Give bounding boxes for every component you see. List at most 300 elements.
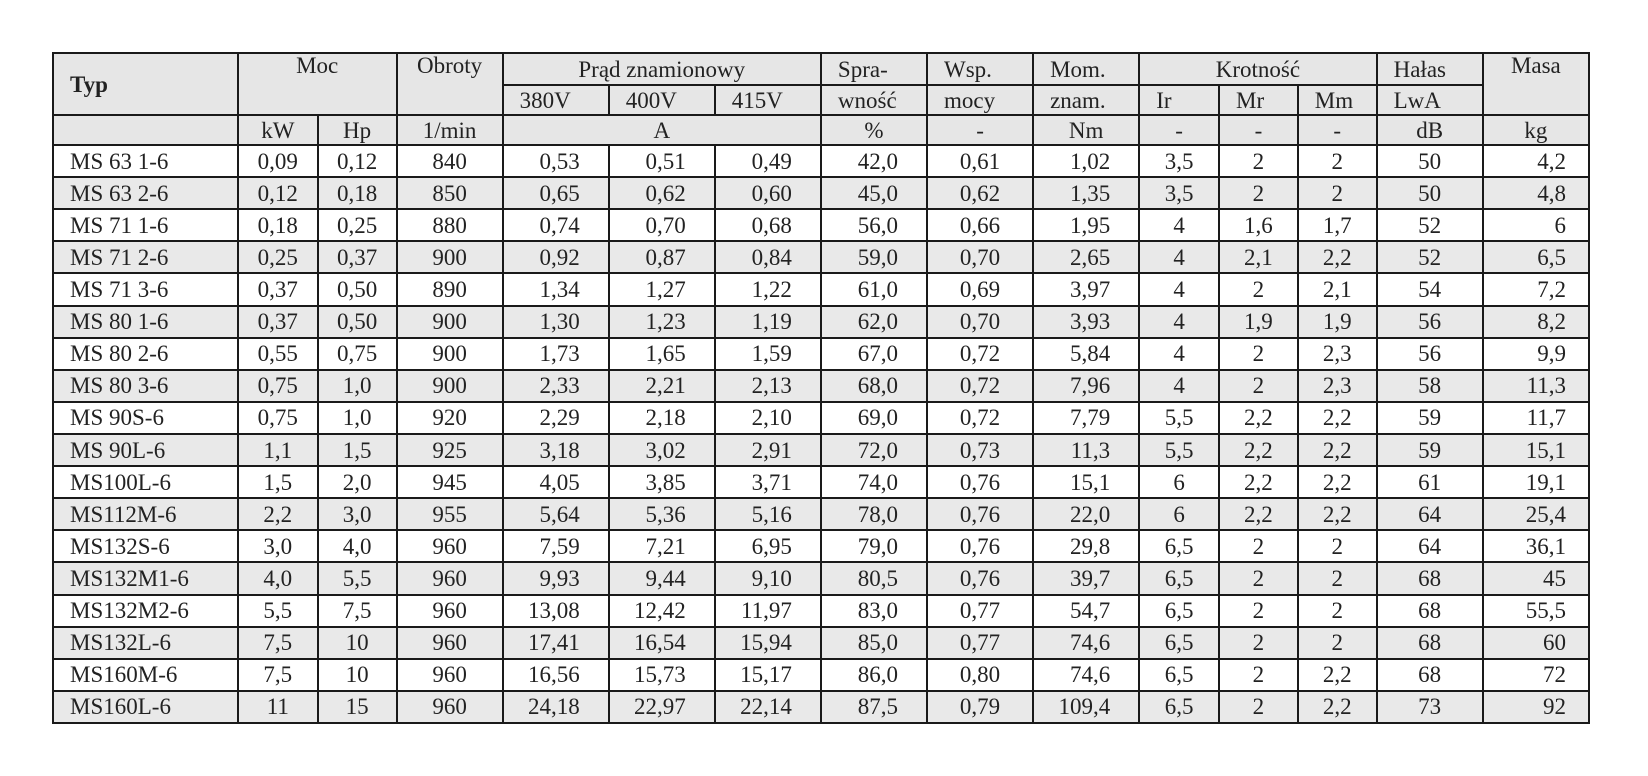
cell-wsp-mocy: 0,73	[927, 434, 1033, 466]
cell-prad-380v: 0,92	[503, 241, 609, 273]
unit-kw: kW	[238, 115, 318, 145]
cell-prad-380v: 2,33	[503, 370, 609, 402]
cell-prad-415v: 2,91	[715, 434, 821, 466]
cell-moc-hp: 0,18	[318, 177, 397, 209]
cell-prad-400v: 2,18	[609, 402, 715, 434]
cell-krot-ir: 6,5	[1139, 691, 1219, 723]
cell-krot-mr: 2,2	[1219, 434, 1298, 466]
cell-wsp-mocy: 0,76	[927, 498, 1033, 530]
cell-prad-400v: 16,54	[609, 627, 715, 659]
cell-halas: 64	[1377, 498, 1483, 530]
cell-prad-400v: 5,36	[609, 498, 715, 530]
cell-typ: MS 80 2-6	[53, 338, 238, 370]
table-row	[53, 530, 1589, 562]
header-obroty: Obroty	[397, 53, 503, 115]
cell-masa: 11,3	[1483, 370, 1589, 402]
cell-wsp-mocy: 0,76	[927, 530, 1033, 562]
table-row	[53, 241, 1589, 273]
cell-mom-znam: 22,0	[1033, 498, 1139, 530]
header-380v: 380V	[503, 85, 609, 115]
cell-masa: 6	[1483, 209, 1589, 241]
cell-prad-380v: 0,65	[503, 177, 609, 209]
cell-sprawnosc: 69,0	[821, 402, 927, 434]
cell-prad-415v: 3,71	[715, 466, 821, 498]
cell-prad-400v: 1,23	[609, 306, 715, 338]
cell-krot-mm: 2	[1298, 145, 1377, 177]
cell-halas: 54	[1377, 273, 1483, 305]
header-mr: Mr	[1219, 85, 1298, 115]
cell-obroty: 890	[397, 273, 503, 305]
cell-wsp-mocy: 0,80	[927, 659, 1033, 691]
cell-prad-400v: 1,27	[609, 273, 715, 305]
cell-moc-kw: 0,75	[238, 370, 318, 402]
header-wsp-1: Wsp.	[927, 53, 1033, 85]
cell-moc-hp: 0,50	[318, 306, 397, 338]
header-moc: Moc	[238, 53, 397, 115]
cell-sprawnosc: 59,0	[821, 241, 927, 273]
cell-wsp-mocy: 0,77	[927, 627, 1033, 659]
cell-masa: 60	[1483, 627, 1589, 659]
cell-wsp-mocy: 0,66	[927, 209, 1033, 241]
cell-sprawnosc: 62,0	[821, 306, 927, 338]
cell-krot-ir: 4	[1139, 370, 1219, 402]
cell-prad-400v: 15,73	[609, 659, 715, 691]
cell-prad-400v: 0,70	[609, 209, 715, 241]
cell-krot-mr: 2	[1219, 530, 1298, 562]
header-spra-2: wność	[821, 85, 927, 115]
cell-krot-mm: 2,3	[1298, 370, 1377, 402]
cell-krot-mr: 2,2	[1219, 498, 1298, 530]
cell-krot-ir: 5,5	[1139, 402, 1219, 434]
cell-krot-mm: 2	[1298, 562, 1377, 594]
cell-krot-mr: 1,6	[1219, 209, 1298, 241]
cell-krot-ir: 4	[1139, 273, 1219, 305]
cell-masa: 4,2	[1483, 145, 1589, 177]
table-row	[53, 595, 1589, 627]
cell-sprawnosc: 78,0	[821, 498, 927, 530]
cell-typ: MS132M1-6	[53, 562, 238, 594]
unit-db: dB	[1377, 115, 1483, 145]
cell-obroty: 960	[397, 627, 503, 659]
cell-prad-415v: 6,95	[715, 530, 821, 562]
cell-mom-znam: 109,4	[1033, 691, 1139, 723]
cell-mom-znam: 7,79	[1033, 402, 1139, 434]
header-row-1	[53, 53, 1589, 85]
cell-typ: MS160M-6	[53, 659, 238, 691]
cell-wsp-mocy: 0,77	[927, 595, 1033, 627]
cell-prad-400v: 12,42	[609, 595, 715, 627]
header-wsp-2: mocy	[927, 85, 1033, 115]
cell-moc-hp: 0,50	[318, 273, 397, 305]
cell-krot-mm: 2	[1298, 627, 1377, 659]
cell-obroty: 945	[397, 466, 503, 498]
table-row	[53, 273, 1589, 305]
cell-krot-mr: 2	[1219, 627, 1298, 659]
cell-prad-380v: 7,59	[503, 530, 609, 562]
cell-prad-415v: 1,59	[715, 338, 821, 370]
cell-krot-mm: 2,1	[1298, 273, 1377, 305]
cell-prad-415v: 11,97	[715, 595, 821, 627]
cell-mom-znam: 1,95	[1033, 209, 1139, 241]
cell-wsp-mocy: 0,62	[927, 177, 1033, 209]
cell-krot-mr: 2	[1219, 659, 1298, 691]
cell-krot-mr: 2,2	[1219, 402, 1298, 434]
cell-prad-415v: 0,60	[715, 177, 821, 209]
cell-sprawnosc: 72,0	[821, 434, 927, 466]
cell-krot-ir: 6	[1139, 466, 1219, 498]
cell-prad-380v: 1,73	[503, 338, 609, 370]
cell-sprawnosc: 85,0	[821, 627, 927, 659]
cell-krot-mm: 2,2	[1298, 434, 1377, 466]
cell-krot-mr: 1,9	[1219, 306, 1298, 338]
cell-prad-400v: 9,44	[609, 562, 715, 594]
cell-moc-kw: 0,55	[238, 338, 318, 370]
cell-moc-kw: 2,2	[238, 498, 318, 530]
cell-moc-hp: 4,0	[318, 530, 397, 562]
cell-masa: 9,9	[1483, 338, 1589, 370]
cell-mom-znam: 5,84	[1033, 338, 1139, 370]
cell-wsp-mocy: 0,76	[927, 562, 1033, 594]
cell-prad-415v: 0,84	[715, 241, 821, 273]
cell-moc-hp: 0,75	[318, 338, 397, 370]
cell-typ: MS132S-6	[53, 530, 238, 562]
header-masa: Masa	[1483, 53, 1589, 115]
cell-moc-kw: 0,25	[238, 241, 318, 273]
cell-krot-mr: 2	[1219, 370, 1298, 402]
cell-moc-kw: 0,75	[238, 402, 318, 434]
cell-typ: MS 71 2-6	[53, 241, 238, 273]
cell-wsp-mocy: 0,79	[927, 691, 1033, 723]
cell-krot-mm: 2,2	[1298, 402, 1377, 434]
cell-prad-380v: 9,93	[503, 562, 609, 594]
unit-kg: kg	[1483, 115, 1589, 145]
cell-mom-znam: 29,8	[1033, 530, 1139, 562]
table-row	[53, 145, 1589, 177]
cell-sprawnosc: 83,0	[821, 595, 927, 627]
cell-obroty: 960	[397, 691, 503, 723]
cell-halas: 56	[1377, 306, 1483, 338]
cell-masa: 11,7	[1483, 402, 1589, 434]
cell-moc-hp: 7,5	[318, 595, 397, 627]
cell-wsp-mocy: 0,72	[927, 338, 1033, 370]
cell-krot-mm: 2	[1298, 595, 1377, 627]
header-prad: Prąd znamionowy	[503, 53, 821, 85]
cell-wsp-mocy: 0,70	[927, 306, 1033, 338]
cell-prad-380v: 13,08	[503, 595, 609, 627]
cell-halas: 50	[1377, 177, 1483, 209]
cell-krot-mm: 2,2	[1298, 498, 1377, 530]
header-400v: 400V	[609, 85, 715, 115]
cell-wsp-mocy: 0,72	[927, 370, 1033, 402]
cell-masa: 8,2	[1483, 306, 1589, 338]
cell-halas: 56	[1377, 338, 1483, 370]
cell-halas: 58	[1377, 370, 1483, 402]
cell-krot-ir: 3,5	[1139, 145, 1219, 177]
cell-moc-hp: 10	[318, 627, 397, 659]
cell-wsp-mocy: 0,76	[927, 466, 1033, 498]
cell-moc-hp: 0,25	[318, 209, 397, 241]
cell-moc-hp: 1,0	[318, 402, 397, 434]
cell-moc-hp: 5,5	[318, 562, 397, 594]
unit-typ-blank	[53, 115, 238, 145]
cell-prad-400v: 1,65	[609, 338, 715, 370]
cell-typ: MS 80 1-6	[53, 306, 238, 338]
cell-krot-mr: 2	[1219, 595, 1298, 627]
header-units-row	[53, 115, 1589, 145]
cell-sprawnosc: 79,0	[821, 530, 927, 562]
cell-moc-hp: 1,5	[318, 434, 397, 466]
cell-prad-400v: 3,85	[609, 466, 715, 498]
cell-mom-znam: 39,7	[1033, 562, 1139, 594]
cell-obroty: 900	[397, 306, 503, 338]
cell-sprawnosc: 74,0	[821, 466, 927, 498]
cell-halas: 64	[1377, 530, 1483, 562]
header-mom-2: znam.	[1033, 85, 1139, 115]
cell-moc-hp: 0,12	[318, 145, 397, 177]
cell-typ: MS 63 1-6	[53, 145, 238, 177]
unit-wsp: -	[927, 115, 1033, 145]
cell-krot-ir: 6,5	[1139, 659, 1219, 691]
cell-moc-hp: 2,0	[318, 466, 397, 498]
cell-wsp-mocy: 0,70	[927, 241, 1033, 273]
unit-pct: %	[821, 115, 927, 145]
cell-prad-415v: 5,16	[715, 498, 821, 530]
cell-halas: 73	[1377, 691, 1483, 723]
cell-moc-hp: 0,37	[318, 241, 397, 273]
unit-hp: Hp	[318, 115, 397, 145]
cell-krot-mr: 2	[1219, 145, 1298, 177]
unit-ir: -	[1139, 115, 1219, 145]
table-row	[53, 434, 1589, 466]
cell-prad-380v: 3,18	[503, 434, 609, 466]
cell-halas: 68	[1377, 595, 1483, 627]
cell-wsp-mocy: 0,69	[927, 273, 1033, 305]
cell-typ: MS 90L-6	[53, 434, 238, 466]
cell-prad-400v: 0,62	[609, 177, 715, 209]
cell-typ: MS 63 2-6	[53, 177, 238, 209]
table-row	[53, 498, 1589, 530]
cell-prad-380v: 4,05	[503, 466, 609, 498]
cell-halas: 61	[1377, 466, 1483, 498]
cell-typ: MS 90S-6	[53, 402, 238, 434]
table-row	[53, 562, 1589, 594]
cell-obroty: 900	[397, 370, 503, 402]
cell-mom-znam: 7,96	[1033, 370, 1139, 402]
cell-obroty: 920	[397, 402, 503, 434]
cell-obroty: 880	[397, 209, 503, 241]
cell-krot-ir: 6,5	[1139, 627, 1219, 659]
cell-obroty: 925	[397, 434, 503, 466]
cell-mom-znam: 15,1	[1033, 466, 1139, 498]
cell-sprawnosc: 42,0	[821, 145, 927, 177]
cell-prad-380v: 0,74	[503, 209, 609, 241]
cell-prad-380v: 5,64	[503, 498, 609, 530]
cell-prad-415v: 0,68	[715, 209, 821, 241]
cell-krot-mr: 2	[1219, 177, 1298, 209]
cell-krot-mr: 2	[1219, 273, 1298, 305]
cell-prad-415v: 15,17	[715, 659, 821, 691]
cell-prad-400v: 2,21	[609, 370, 715, 402]
cell-prad-415v: 22,14	[715, 691, 821, 723]
cell-prad-415v: 9,10	[715, 562, 821, 594]
header-mom-1: Mom.	[1033, 53, 1139, 85]
cell-prad-380v: 0,53	[503, 145, 609, 177]
cell-obroty: 955	[397, 498, 503, 530]
cell-prad-400v: 3,02	[609, 434, 715, 466]
cell-sprawnosc: 61,0	[821, 273, 927, 305]
header-ir: Ir	[1139, 85, 1219, 115]
cell-krot-mm: 2,2	[1298, 241, 1377, 273]
cell-wsp-mocy: 0,61	[927, 145, 1033, 177]
table-row	[53, 370, 1589, 402]
cell-masa: 92	[1483, 691, 1589, 723]
cell-krot-mm: 2,2	[1298, 659, 1377, 691]
cell-obroty: 960	[397, 659, 503, 691]
cell-krot-mm: 2,2	[1298, 466, 1377, 498]
cell-prad-415v: 2,10	[715, 402, 821, 434]
cell-moc-hp: 10	[318, 659, 397, 691]
cell-krot-ir: 6,5	[1139, 562, 1219, 594]
cell-typ: MS 80 3-6	[53, 370, 238, 402]
cell-prad-415v: 15,94	[715, 627, 821, 659]
unit-amp: A	[503, 115, 821, 145]
cell-halas: 68	[1377, 627, 1483, 659]
cell-krot-ir: 4	[1139, 209, 1219, 241]
header-spra-1: Spra-	[821, 53, 927, 85]
cell-masa: 55,5	[1483, 595, 1589, 627]
cell-masa: 7,2	[1483, 273, 1589, 305]
cell-moc-kw: 7,5	[238, 659, 318, 691]
cell-masa: 72	[1483, 659, 1589, 691]
cell-typ: MS 71 3-6	[53, 273, 238, 305]
cell-prad-380v: 24,18	[503, 691, 609, 723]
cell-obroty: 850	[397, 177, 503, 209]
cell-moc-hp: 1,0	[318, 370, 397, 402]
cell-sprawnosc: 68,0	[821, 370, 927, 402]
table-row	[53, 466, 1589, 498]
cell-moc-kw: 11	[238, 691, 318, 723]
cell-masa: 6,5	[1483, 241, 1589, 273]
cell-obroty: 840	[397, 145, 503, 177]
cell-obroty: 960	[397, 595, 503, 627]
cell-krot-mm: 2,2	[1298, 691, 1377, 723]
cell-krot-ir: 6,5	[1139, 530, 1219, 562]
cell-mom-znam: 2,65	[1033, 241, 1139, 273]
cell-moc-hp: 3,0	[318, 498, 397, 530]
cell-halas: 59	[1377, 434, 1483, 466]
unit-mm: -	[1298, 115, 1377, 145]
cell-typ: MS112M-6	[53, 498, 238, 530]
cell-krot-ir: 5,5	[1139, 434, 1219, 466]
cell-sprawnosc: 86,0	[821, 659, 927, 691]
cell-masa: 45	[1483, 562, 1589, 594]
cell-sprawnosc: 67,0	[821, 338, 927, 370]
cell-halas: 52	[1377, 241, 1483, 273]
cell-mom-znam: 74,6	[1033, 627, 1139, 659]
cell-krot-ir: 6,5	[1139, 595, 1219, 627]
cell-obroty: 900	[397, 338, 503, 370]
header-mm: Mm	[1298, 85, 1377, 115]
cell-moc-kw: 3,0	[238, 530, 318, 562]
table-row	[53, 402, 1589, 434]
cell-krot-mm: 1,9	[1298, 306, 1377, 338]
cell-prad-415v: 1,19	[715, 306, 821, 338]
cell-obroty: 960	[397, 562, 503, 594]
cell-krot-mm: 2,3	[1298, 338, 1377, 370]
cell-obroty: 960	[397, 530, 503, 562]
cell-prad-400v: 7,21	[609, 530, 715, 562]
cell-prad-400v: 22,97	[609, 691, 715, 723]
table-row	[53, 338, 1589, 370]
cell-krot-ir: 4	[1139, 241, 1219, 273]
cell-typ: MS160L-6	[53, 691, 238, 723]
cell-moc-kw: 1,5	[238, 466, 318, 498]
cell-mom-znam: 54,7	[1033, 595, 1139, 627]
cell-mom-znam: 1,35	[1033, 177, 1139, 209]
cell-sprawnosc: 80,5	[821, 562, 927, 594]
header-halas-1: Hałas	[1377, 53, 1483, 85]
cell-halas: 50	[1377, 145, 1483, 177]
cell-moc-kw: 7,5	[238, 627, 318, 659]
cell-krot-ir: 4	[1139, 338, 1219, 370]
cell-prad-400v: 0,51	[609, 145, 715, 177]
cell-moc-kw: 5,5	[238, 595, 318, 627]
cell-halas: 68	[1377, 562, 1483, 594]
cell-prad-415v: 2,13	[715, 370, 821, 402]
cell-krot-ir: 6	[1139, 498, 1219, 530]
cell-masa: 15,1	[1483, 434, 1589, 466]
cell-prad-380v: 16,56	[503, 659, 609, 691]
unit-mr: -	[1219, 115, 1298, 145]
unit-rpm: 1/min	[397, 115, 503, 145]
cell-krot-mr: 2,2	[1219, 466, 1298, 498]
cell-prad-400v: 0,87	[609, 241, 715, 273]
cell-krot-ir: 4	[1139, 306, 1219, 338]
cell-moc-kw: 1,1	[238, 434, 318, 466]
cell-mom-znam: 11,3	[1033, 434, 1139, 466]
cell-typ: MS100L-6	[53, 466, 238, 498]
cell-sprawnosc: 87,5	[821, 691, 927, 723]
header-halas-2: LwA	[1377, 85, 1483, 115]
cell-obroty: 900	[397, 241, 503, 273]
cell-mom-znam: 3,93	[1033, 306, 1139, 338]
motor-spec-table	[52, 52, 1590, 724]
cell-moc-kw: 0,09	[238, 145, 318, 177]
cell-krot-mm: 2	[1298, 530, 1377, 562]
cell-moc-hp: 15	[318, 691, 397, 723]
cell-prad-380v: 1,30	[503, 306, 609, 338]
cell-krot-mr: 2	[1219, 338, 1298, 370]
table-row	[53, 306, 1589, 338]
cell-masa: 36,1	[1483, 530, 1589, 562]
cell-mom-znam: 1,02	[1033, 145, 1139, 177]
cell-typ: MS 71 1-6	[53, 209, 238, 241]
cell-prad-380v: 1,34	[503, 273, 609, 305]
cell-prad-380v: 2,29	[503, 402, 609, 434]
cell-prad-380v: 17,41	[503, 627, 609, 659]
cell-mom-znam: 74,6	[1033, 659, 1139, 691]
cell-moc-kw: 4,0	[238, 562, 318, 594]
cell-prad-415v: 1,22	[715, 273, 821, 305]
cell-masa: 4,8	[1483, 177, 1589, 209]
cell-sprawnosc: 45,0	[821, 177, 927, 209]
cell-krot-ir: 3,5	[1139, 177, 1219, 209]
cell-halas: 59	[1377, 402, 1483, 434]
cell-masa: 25,4	[1483, 498, 1589, 530]
cell-moc-kw: 0,18	[238, 209, 318, 241]
cell-moc-kw: 0,12	[238, 177, 318, 209]
cell-krot-mr: 2,1	[1219, 241, 1298, 273]
